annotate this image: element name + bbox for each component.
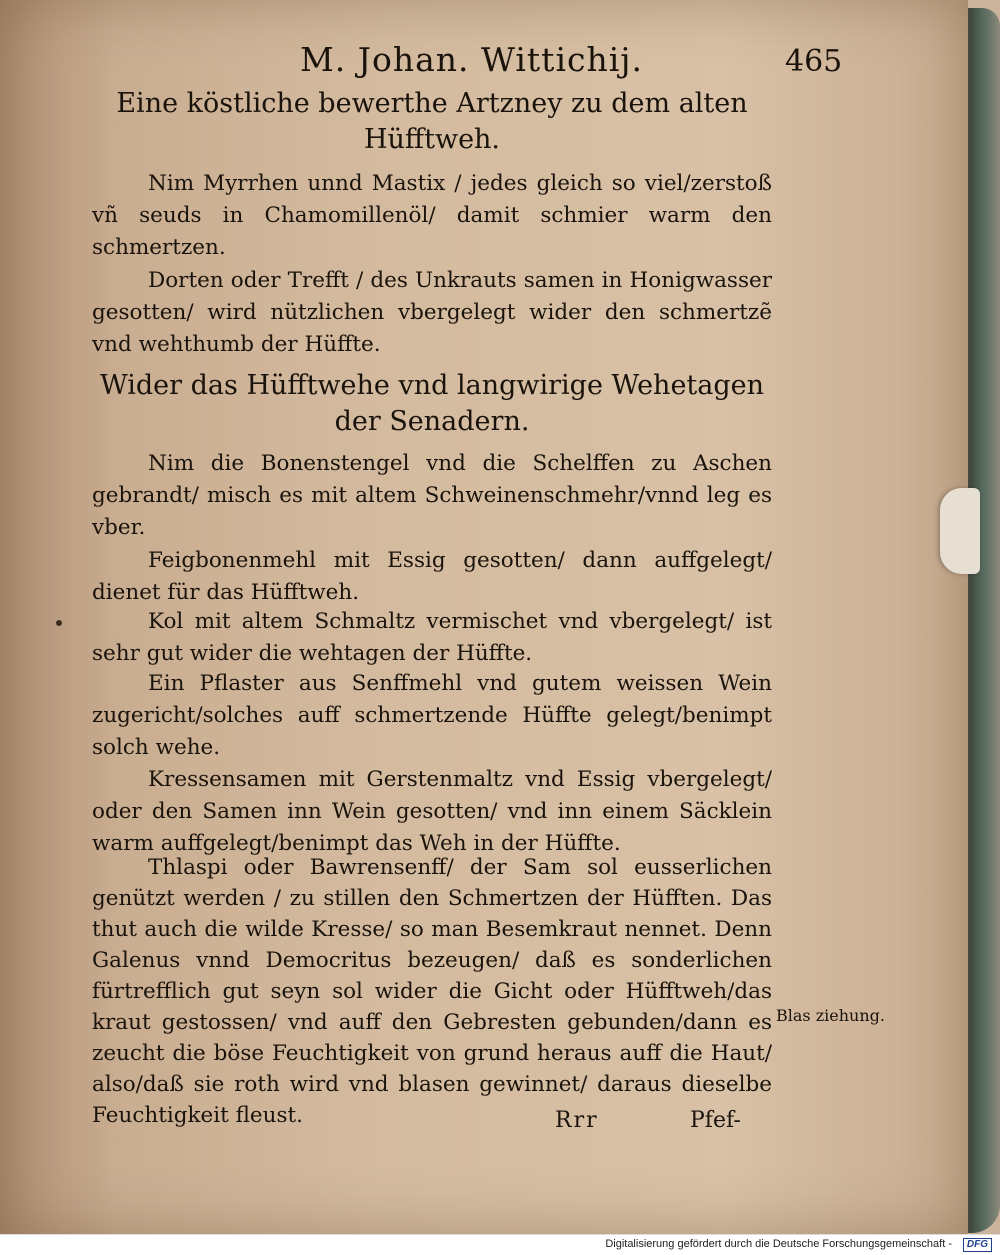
catchword: Pfef- bbox=[690, 1108, 741, 1133]
ink-mark bbox=[56, 620, 62, 626]
page-number: 465 bbox=[785, 44, 843, 79]
paragraph: Kol mit altem Schmaltz vermischet vnd vbergelegt/ ist sehr gut wider die wehtagen der Hüffte. bbox=[92, 609, 772, 666]
signature-mark: Rrr bbox=[555, 1108, 599, 1133]
paragraph: Feigbonenmehl mit Essig gesotten/ dann auffgelegt/ dienet für das Hüfftweh. bbox=[92, 548, 772, 605]
paragraph: Ein Pflaster aus Senffmehl vnd gutem weissen Wein zugericht/solches auff schmertzende Hüffte gelegt/benimpt solch wehe. bbox=[92, 671, 772, 760]
paragraph: Thlaspi oder Bawrensenff/ der Sam sol eusserlichen genützt werden / zu stillen den Schmertzen der Hüfften. Das thut auch die wilde Kresse/ so man Besemkraut nennet. Denn Galenus vnnd Democritus bezeugen/ daß es sonderlichen fürtrefflich gut seyn sol wider die Gicht oder Hüfftweh/das kraut gestossen/ vnd auff den Gebresten gebunden/dann es zeucht die böse Feuchtigkeit von grund heraus auff die Haut/ also/daß sie roth wird vnd blasen gewinnet/ daraus dieselbe Feuchtigkeit fleust. bbox=[92, 855, 772, 1128]
section-heading: Eine köstliche bewerthe Artzney zu dem alten Hüfftweh. bbox=[116, 88, 748, 155]
dfg-logo: DFG bbox=[963, 1238, 992, 1252]
marginal-note: Blas ziehung. bbox=[776, 1006, 885, 1025]
footer-bar bbox=[0, 1234, 1000, 1255]
section-heading: Wider das Hüfftwehe vnd langwirige Wehetagen der Senadern. bbox=[99, 370, 765, 437]
funding-credit: Digitalisierung gefördert durch die Deutsche Forschungsgemeinschaft - bbox=[605, 1238, 952, 1250]
paragraph: Dorten oder Trefft / des Unkrauts samen in Honigwasser gesotten/ wird nützlichen vbergelegt wider den schmertzẽ vnd wehthumb der Hüffte. bbox=[92, 268, 772, 357]
paragraph: Kressensamen mit Gerstenmaltz vnd Essig vbergelegt/ oder den Samen inn Wein gesotten/ vnd inn einem Säcklein warm auffgelegt/benimpt das Weh in der Hüffte. bbox=[92, 767, 772, 856]
paragraph: Nim die Bonenstengel vnd die Schelffen zu Aschen gebrandt/ misch es mit altem Schweinenschmehr/vnnd leg es vber. bbox=[92, 451, 772, 540]
page-marker-tab bbox=[940, 488, 980, 574]
running-head: M. Johan. Wittichij. bbox=[300, 40, 644, 79]
paragraph: Nim Myrrhen unnd Mastix / jedes gleich so viel/zerstoß vñ seuds in Chamomillenöl/ damit schmier warm den schmertzen. bbox=[92, 171, 772, 260]
